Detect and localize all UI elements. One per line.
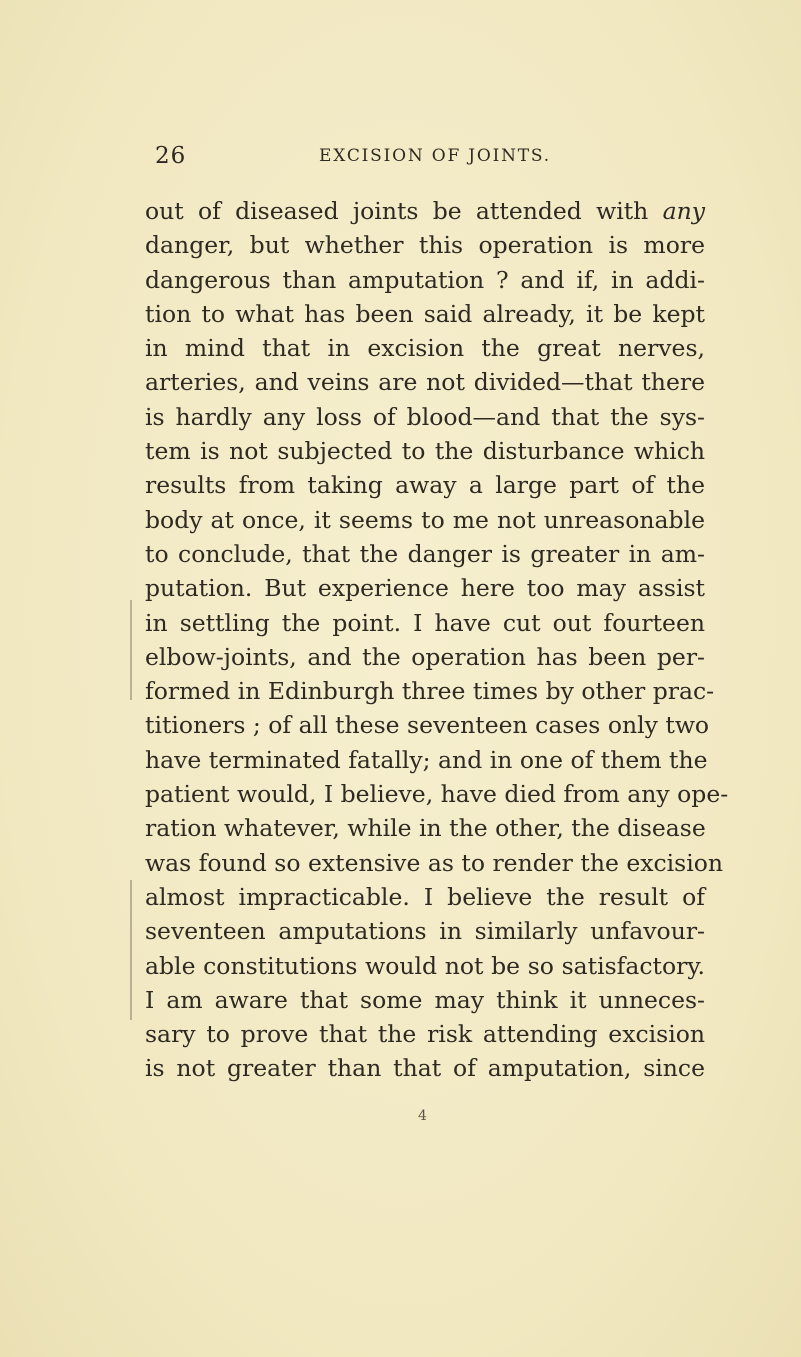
- text-line: dangerous than amputation ? and if, in addi-: [145, 265, 705, 294]
- text-line: I am aware that some may think it unneces-: [145, 985, 705, 1014]
- text-line: is hardly any loss of blood—and that the sys-: [145, 402, 705, 431]
- text-line: have terminated fatally; and in one of them the: [145, 745, 708, 774]
- text-line: formed in Edinburgh three times by other prac-: [145, 677, 715, 706]
- text-line: in mind that in excision the great nerves,: [145, 334, 705, 363]
- text-line: seventeen amputations in similarly unfavour-: [145, 917, 705, 946]
- text-line: patient would, I believe, have died from any ope-: [145, 780, 729, 809]
- page-header: [155, 143, 675, 173]
- running-head: EXCISION OF JOINTS.: [319, 146, 551, 166]
- body-paragraph: [145, 194, 729, 1086]
- text-line-last: is not greater than that of amputation, since: [145, 1054, 705, 1083]
- text-line: danger, but whether this operation is more: [145, 231, 705, 260]
- text-line: was found so extensive as to render the excision: [145, 848, 724, 877]
- text-line: tem is not subjected to the disturbance which: [145, 437, 705, 466]
- margin-shadow-mark: [130, 600, 132, 700]
- text-line: sary to prove that the risk attending excision: [145, 1020, 705, 1049]
- margin-shadow-mark: [130, 880, 132, 1020]
- text-line: tion to what has been said already, it be kept: [145, 299, 705, 328]
- signature-mark: 4: [418, 1108, 427, 1124]
- text-line: body at once, it seems to me not unreasonable: [145, 505, 705, 534]
- text-line: [145, 194, 705, 228]
- text-line: to conclude, that the danger is greater in am-: [145, 539, 705, 568]
- text-line: elbow-joints, and the operation has been per-: [145, 642, 705, 671]
- text-line: ration whatever, while in the other, the disease: [145, 814, 706, 843]
- text-line: results from taking away a large part of the: [145, 471, 705, 500]
- text-line: arteries, and veins are not divided—that there: [145, 368, 705, 397]
- text-line-roman: out of diseased joints be attended with: [145, 197, 649, 225]
- text-line: almost impracticable. I believe the result of: [145, 882, 705, 911]
- text-line: able constitutions would not be so satisfactory.: [145, 951, 705, 980]
- text-line-italic: any: [662, 197, 705, 225]
- text-line: in settling the point. I have cut out fourteen: [145, 608, 705, 637]
- text-line: putation. But experience here too may assist: [145, 574, 705, 603]
- page-number: 26: [155, 143, 187, 169]
- text-line: titioners ; of all these seventeen cases only two: [145, 711, 710, 740]
